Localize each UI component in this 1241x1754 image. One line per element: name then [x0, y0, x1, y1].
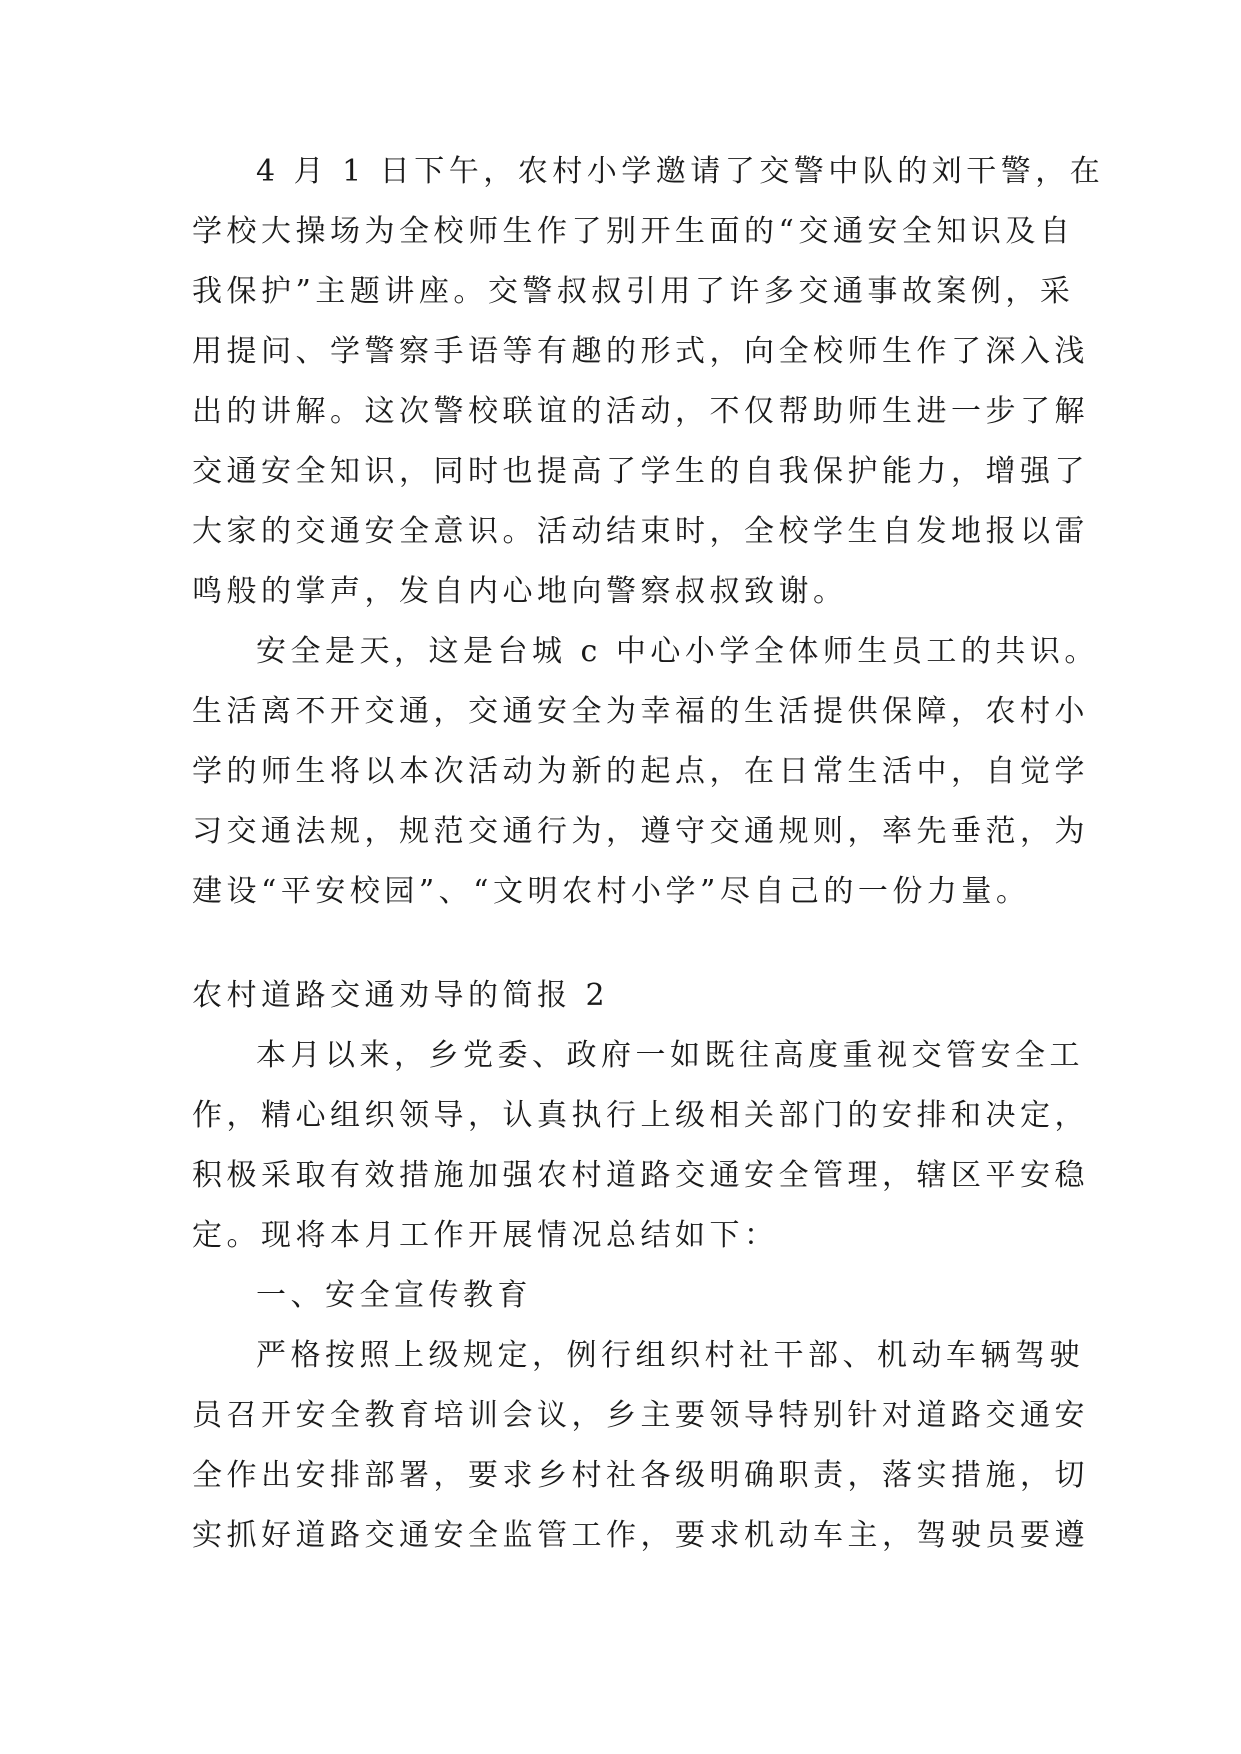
paragraph-2-line-4: 习交通法规，规范交通行为，遵守交通规则，率先垂范，为 — [192, 814, 1089, 849]
paragraph-2-line-2: 生活离不开交通，交通安全为幸福的生活提供保障，农村小 — [192, 694, 1089, 729]
paragraph-1-line-1: 4 月 1 日下午，农村小学邀请了交警中队的刘干警，在 — [256, 154, 1105, 189]
paragraph-3-line-3: 积极采取有效措施加强农村道路交通安全管理，辖区平安稳 — [192, 1158, 1089, 1193]
paragraph-3-line-4: 定。现将本月工作开展情况总结如下： — [192, 1218, 779, 1253]
paragraph-1-line-5: 出的讲解。这次警校联谊的活动，不仅帮助师生进一步了解 — [192, 394, 1089, 429]
paragraph-1-line-4: 用提问、学警察手语等有趣的形式，向全校师生作了深入浅 — [192, 334, 1089, 369]
paragraph-4-line-1: 严格按照上级规定，例行组织村社干部、机动车辆驾驶 — [256, 1338, 1084, 1373]
paragraph-1-line-8: 鸣般的掌声，发自内心地向警察叔叔致谢。 — [192, 574, 848, 609]
paragraph-2-line-3: 学的师生将以本次活动为新的起点，在日常生活中，自觉学 — [192, 754, 1089, 789]
paragraph-3-line-1: 本月以来，乡党委、政府一如既往高度重视交管安全工 — [256, 1038, 1084, 1073]
paragraph-1-line-6: 交通安全知识，同时也提高了学生的自我保护能力，增强了 — [192, 454, 1089, 489]
paragraph-2-line-5: 建设“平安校园”、“文明农村小学”尽自己的一份力量。 — [192, 874, 1031, 909]
paragraph-4-line-2: 员召开安全教育培训会议，乡主要领导特别针对道路交通安 — [192, 1398, 1089, 1433]
paragraph-3-line-2: 作，精心组织领导，认真执行上级相关部门的安排和决定， — [192, 1098, 1089, 1133]
subheading: 一、安全宣传教育 — [256, 1278, 532, 1313]
paragraph-2-line-1: 安全是天，这是台城 c 中心小学全体师生员工的共识。 — [256, 634, 1099, 669]
paragraph-4-line-4: 实抓好道路交通安全监管工作，要求机动车主，驾驶员要遵 — [192, 1518, 1089, 1553]
paragraph-4-line-3: 全作出安排部署，要求乡村社各级明确职责，落实措施，切 — [192, 1458, 1089, 1493]
section-heading: 农村道路交通劝导的简报 2 — [192, 978, 610, 1013]
paragraph-1-line-3: 我保护”主题讲座。交警叔叔引用了许多交通事故案例，采 — [192, 274, 1075, 309]
paragraph-1-line-2: 学校大操场为全校师生作了别开生面的“交通安全知识及自 — [192, 214, 1075, 249]
paragraph-1-line-7: 大家的交通安全意识。活动结束时，全校学生自发地报以雷 — [192, 514, 1089, 549]
